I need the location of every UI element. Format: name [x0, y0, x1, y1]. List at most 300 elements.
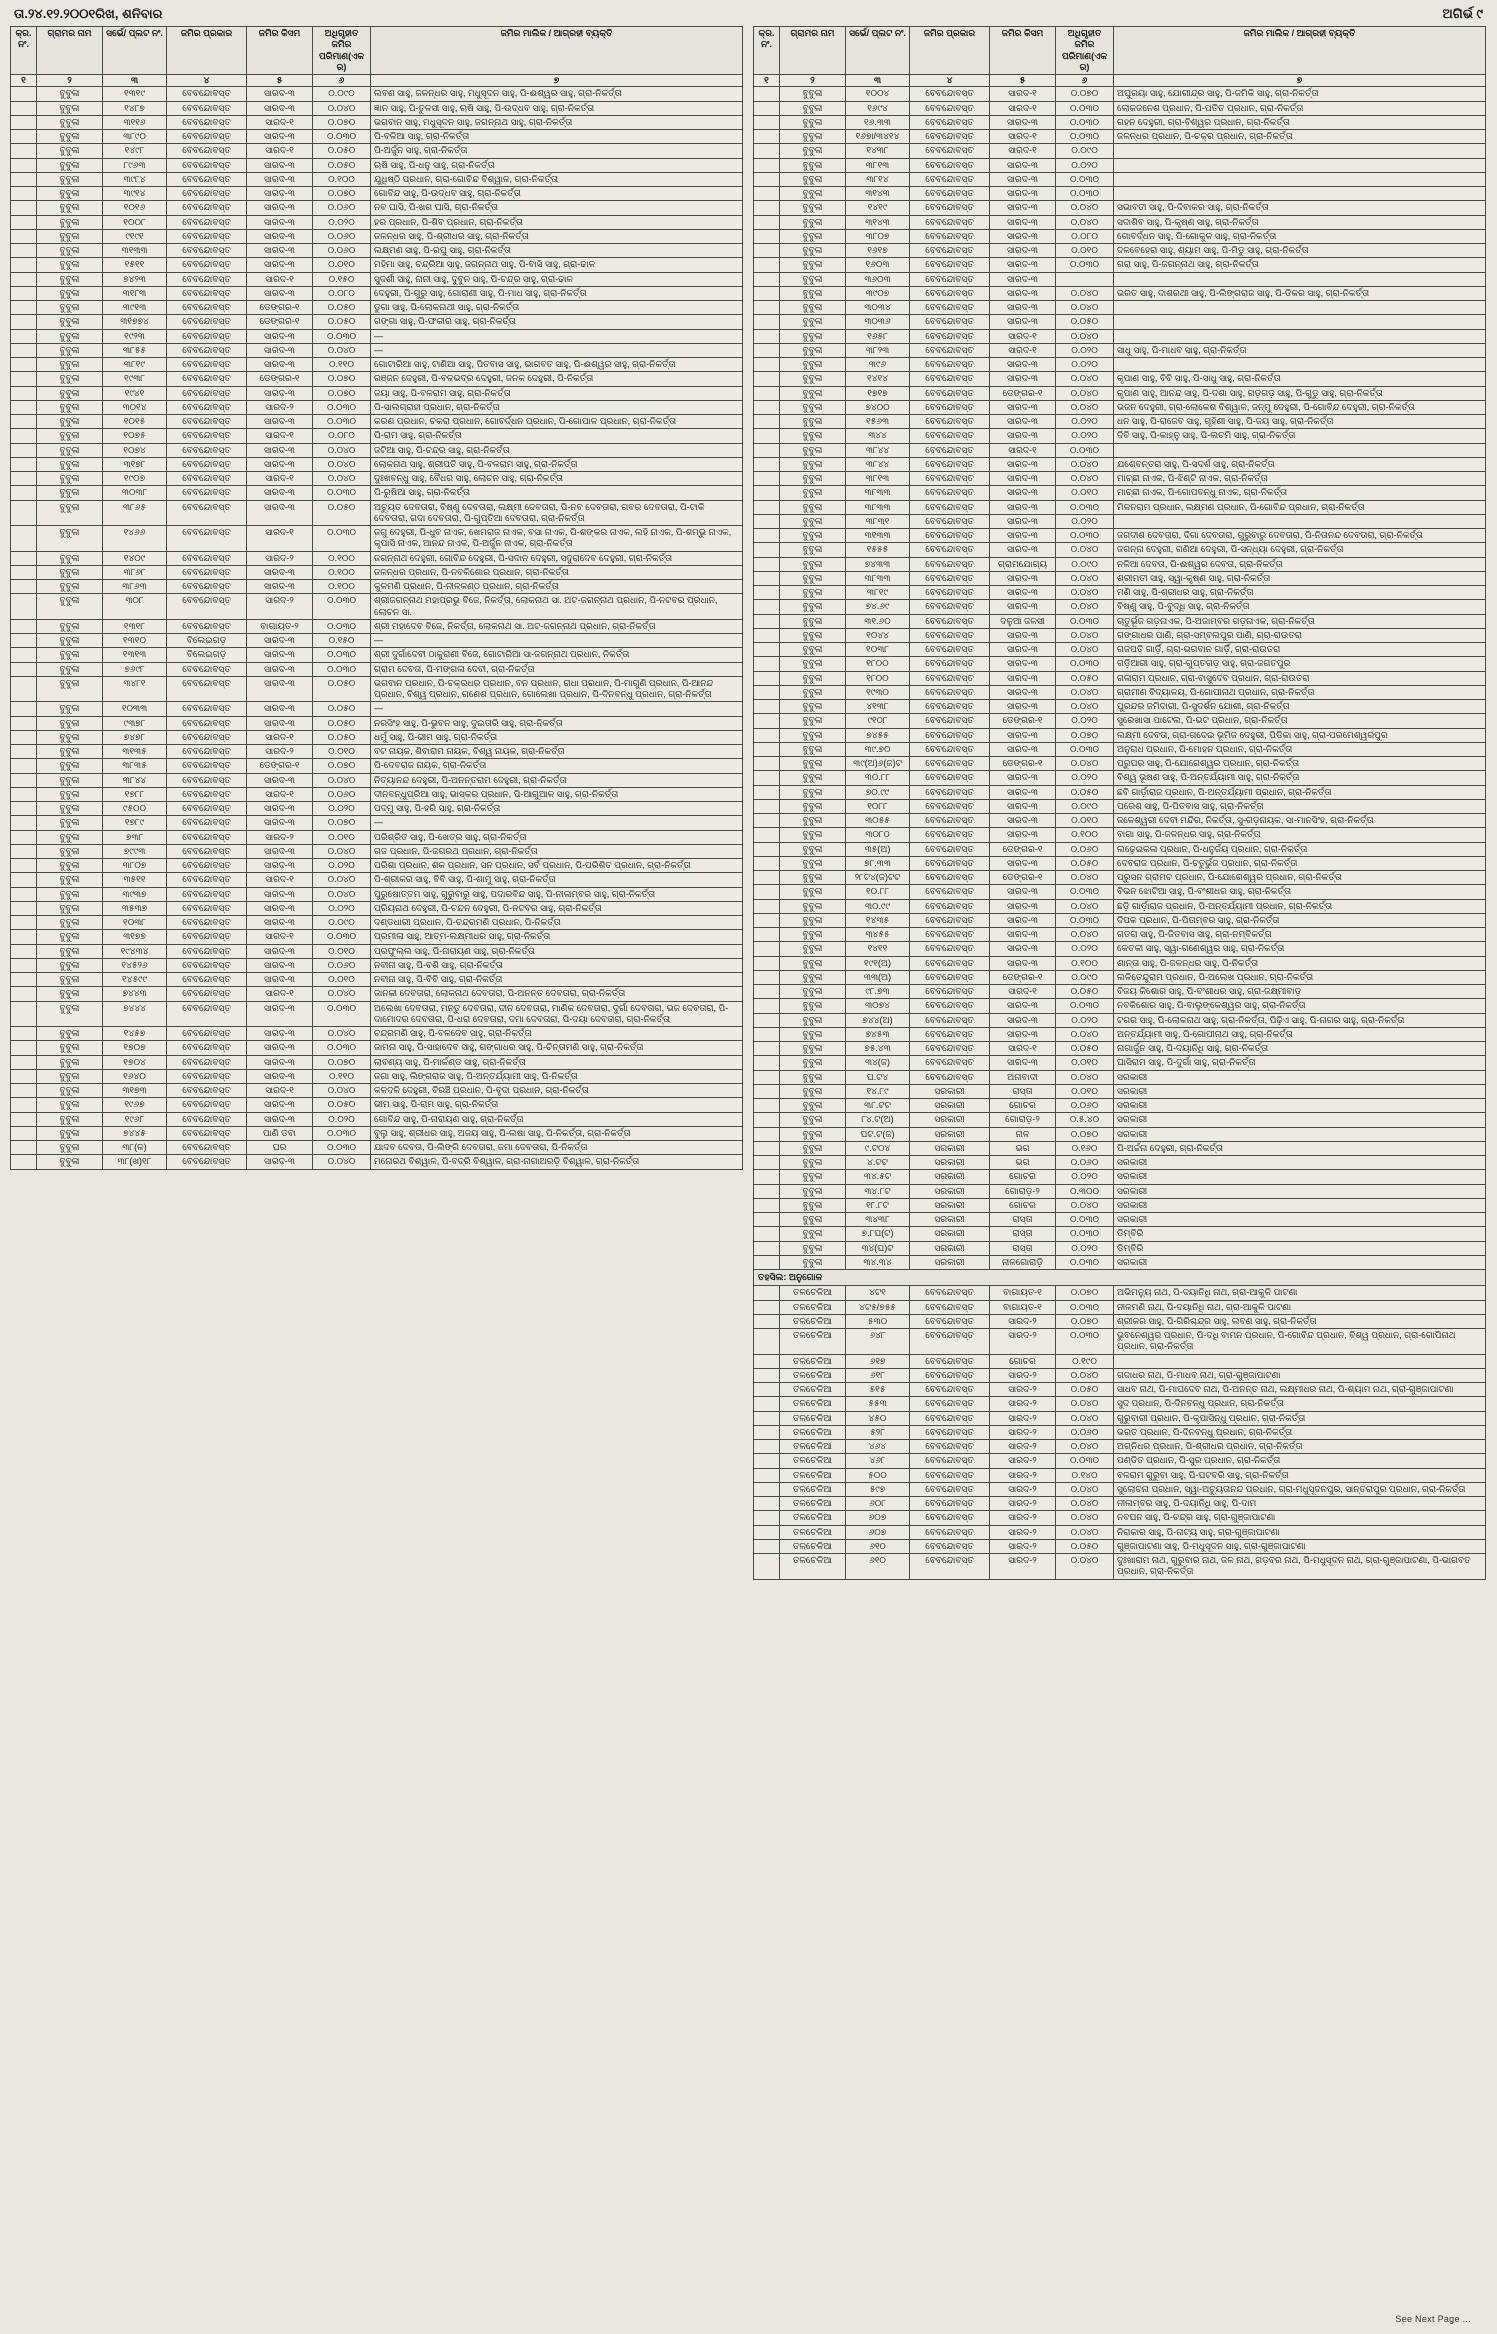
plot-cell: ୧୬୪୦: [103, 1069, 167, 1083]
land-type-cell: ବେବନ୍ଦୋବସ୍ତ: [910, 1329, 990, 1355]
serial-cell: [11, 400, 37, 414]
area-cell: ୦.୦୪୦: [313, 457, 371, 471]
col-num-5: ୫: [990, 75, 1056, 87]
land-type-cell: ବେବନ୍ଦୋବସ୍ତ: [910, 856, 990, 870]
serial-cell: [754, 928, 780, 942]
table-row: [754, 600, 1486, 614]
plot-cell: ୯୧ଠ୮: [846, 714, 910, 728]
village-cell: ବୁବୁଳା: [780, 400, 846, 414]
village-cell: ବୁବୁଳା: [780, 1056, 846, 1070]
village-cell: ବୁବୁଳା: [780, 1013, 846, 1027]
serial-cell: [754, 158, 780, 172]
land-type-cell: ସରକାରୀ: [910, 1156, 990, 1170]
serial-cell: [11, 1084, 37, 1098]
land-type-cell: ବେବନ୍ଦୋବସ୍ତ: [167, 229, 247, 243]
owner-cell: ମିଳନରାମ ପ୍ରଧାନ, ଲକ୍ଷ୍ମଣ ପ୍ରଧାନ, ପି-ଗୋବିନ୍ଦ ପ୍ରଧାନ, ଗ୍ରା-ନିକର୍ତ୍ତା: [1114, 500, 1486, 514]
serial-cell: [11, 1069, 37, 1083]
owner-cell: ଗଙ୍ଗାଧର ପାଣି, ଗ୍ରା-ସମ୍ବଲପୁର ପାଣି, ଗ୍ରା-ରାଉତରା: [1114, 628, 1486, 642]
table-row: [754, 286, 1486, 300]
area-cell: ୦.୦୪୦: [1056, 928, 1114, 942]
owner-cell: ଭଜନ ଦେହୁରୀ, ଗ୍ରା-ଲୋକେଶ ବିଶ୍ୱାଳ, ଜନ୍ମୁ ଦେହୁରୀ, ପି-ଗୋବିନ୍ଦ ଦେହୁରୀ, ଗ୍ରା-ନିକର୍ତ୍ତା: [1114, 400, 1486, 414]
plot-cell: ୪.ଟଟ: [846, 1156, 910, 1170]
kisam-cell: ଡେଙ୍ଗର-୧: [990, 757, 1056, 771]
village-cell: ତଳଚେଳିଆ: [780, 1511, 846, 1525]
village-cell: ବୁବୁଳା: [780, 229, 846, 243]
village-cell: ବୁବୁଳା: [37, 358, 103, 372]
serial-cell: [11, 676, 37, 702]
plot-cell: ୯୮.୭୩: [846, 985, 910, 999]
kisam-cell: ଡେଙ୍ଗର-୧: [247, 759, 313, 773]
village-cell: ବୁବୁଳା: [780, 358, 846, 372]
land-type-cell: ବେବନ୍ଦୋବସ୍ତ: [167, 101, 247, 115]
owner-cell: ନୀଳାମ୍ବର ସାହୁ, ପି-ଦୟାନିଧି ସାହୁ, ପି-ଦାମ: [1114, 1497, 1486, 1511]
owner-cell: ପ୍ରଫୁଲ୍ଲ ସାହୁ, ପି-ନାରାୟଣ ସାହୁ, ଗ୍ରା-ନିକର୍ତ୍ତା: [371, 944, 743, 958]
land-type-cell: ବେବନ୍ଦୋବସ୍ତ: [167, 486, 247, 500]
kisam-cell: ସାରଦ-୩: [990, 942, 1056, 956]
table-row: [754, 229, 1486, 243]
land-type-cell: ବେବନ୍ଦୋବସ୍ତ: [167, 916, 247, 930]
table-row: [11, 301, 743, 315]
table-row: [754, 144, 1486, 158]
plot-cell: ୩୬୦୩: [846, 272, 910, 286]
owner-cell: ପି-ଦେବରାଜ ନାୟକ, ଗ୍ରା-ନିକର୍ତ୍ତା: [371, 759, 743, 773]
kisam-cell: ସାରଦ-୩: [990, 229, 1056, 243]
plot-cell: ୪୬୪: [846, 1440, 910, 1454]
area-cell: ୦.୦୬୦: [313, 244, 371, 258]
kisam-cell: ବାଗାୟତ-୧: [990, 1286, 1056, 1300]
village-cell: ବୁବୁଳା: [37, 859, 103, 873]
kisam-cell: ସାରଦ-୩: [990, 187, 1056, 201]
tahasil-section-row: [754, 1270, 1486, 1286]
col-num-2: ୨: [37, 75, 103, 87]
tahasil-section-header: ତହସିଲ: ଅନୁଗୋଳ: [754, 1270, 1486, 1286]
land-type-cell: ବେବନ୍ଦୋବସ୍ତ: [167, 844, 247, 858]
serial-cell: [754, 557, 780, 571]
serial-cell: [754, 785, 780, 799]
serial-cell: [754, 956, 780, 970]
owner-cell: ପି-ବଳିଆ ସାହୁ, ଗ୍ରା-ନିକର୍ତ୍ତା: [371, 130, 743, 144]
land-type-cell: ବେବନ୍ଦୋବସ୍ତ: [910, 628, 990, 642]
kisam-cell: ଘର: [247, 1141, 313, 1155]
table-row: [754, 1300, 1486, 1314]
owner-cell: ବଳରାମ ଗୁରୁବା ସାହୁ, ପି-ଘଟବରି ସାହୁ, ଗ୍ରା-ନିକର୍ତ୍ତା: [1114, 1468, 1486, 1482]
kisam-cell: ସାରଦ-୩: [990, 913, 1056, 927]
land-type-cell: ବେବନ୍ଦୋବସ୍ତ: [167, 272, 247, 286]
area-cell: ୦.୦୫୦: [1056, 1539, 1114, 1553]
plot-cell: ୭୬୯୮: [103, 662, 167, 676]
kisam-cell: ସାରଦ-୩: [247, 859, 313, 873]
area-cell: ୦.୦୩୦: [1056, 529, 1114, 543]
owner-cell: ଜଗନ୍ନା ଦେହୁରୀ, ଗଣିଆ ଦେହୁରୀ, ପି-ସନ୍ଧ୍ୟା ଦେହୁରୀ, ଗ୍ରା-ନିକର୍ତ୍ତା: [1114, 543, 1486, 557]
owner-cell: [1114, 187, 1486, 201]
col-num-2: ୨: [780, 75, 846, 87]
owner-cell: ଗଜପତି ଗାର୍ଡ଼ି, ଗ୍ରା-ଭଗବାନ ଗାର୍ଡ଼ି, ଗ୍ରା-ରାଉତରା: [1114, 643, 1486, 657]
kisam-cell: ସାରଦ-୩: [990, 586, 1056, 600]
serial-cell: [754, 1539, 780, 1553]
area-cell: ୦.୦୪୦: [1056, 628, 1114, 642]
plot-cell: ୧୪୩୫: [846, 913, 910, 927]
area-cell: ୦.୦୧୦: [313, 973, 371, 987]
serial-cell: [11, 229, 37, 243]
owner-cell: ଗୁଞ୍ଜାପାଟଣା ସାହୁ, ପି-ମଧୁସୂଦନ ସାହୁ, ଗ୍ରା-ଗୁଞ୍ଜାପାଟଣା: [1114, 1539, 1486, 1553]
land-type-cell: ବେବନ୍ଦୋବସ୍ତ: [910, 999, 990, 1013]
serial-cell: [754, 671, 780, 685]
table-row: [11, 802, 743, 816]
area-cell: ୦.୦୨୦: [1056, 514, 1114, 528]
village-cell: ବୁବୁଳା: [37, 443, 103, 457]
kisam-cell: ସାରଦ-୩: [247, 901, 313, 915]
village-cell: ବୁବୁଳା: [780, 1198, 846, 1212]
kisam-cell: ସାରଦ-୨: [990, 1454, 1056, 1468]
land-records-table-left: [10, 26, 743, 1170]
owner-cell: ବିଷ୍ଣୁ ସାହୁ, ପି-ବୁଦ୍ଧି ସାହୁ, ଗ୍ରା-ନିକର୍ତ୍ତା: [1114, 600, 1486, 614]
serial-cell: [11, 930, 37, 944]
village-cell: ବୁବୁଳା: [780, 172, 846, 186]
area-cell: ୦.୦୩୦: [1056, 101, 1114, 115]
village-cell: ବୁବୁଳା: [780, 571, 846, 585]
village-cell: ବୁବୁଳା: [37, 887, 103, 901]
land-type-cell: ବେବନ୍ଦୋବସ୍ତ: [167, 987, 247, 1001]
land-type-cell: ବେବନ୍ଦୋବସ୍ତ: [910, 1397, 990, 1411]
table-row: [11, 759, 743, 773]
table-row: [754, 1127, 1486, 1141]
plot-cell: ୩୯୬: [846, 358, 910, 372]
area-cell: ୦.୦୪୦: [1056, 1070, 1114, 1084]
kisam-cell: ସାରଦ-୩: [990, 856, 1056, 870]
serial-cell: [754, 899, 780, 913]
owner-cell: ଜାନକୀ ଦେବତାରା, ଲୋକନାଥ ଦେବତାରା, ପି-ଅନନ୍ତ ଦେବତାରା, ଗ୍ରା-ନିକର୍ତ୍ତା: [371, 987, 743, 1001]
owner-cell: ସରକାରୀ: [1114, 1084, 1486, 1098]
kisam-cell: ସାରଦ-୩: [247, 187, 313, 201]
village-cell: ବୁବୁଳା: [780, 1141, 846, 1155]
area-cell: ୦.୦୨୦: [1056, 714, 1114, 728]
land-type-cell: ବେବନ୍ଦୋବସ୍ତ: [167, 1084, 247, 1098]
header-land-type: ଜମିର ପ୍ରକାର: [167, 27, 247, 75]
plot-cell: ୩୮୩୩: [846, 500, 910, 514]
kisam-cell: ସାରଦ-୨: [990, 1468, 1056, 1482]
header-plot-no: ସର୍ଭେ/ ପ୍ଲଟ ନଂ.: [103, 27, 167, 75]
kisam-cell: ସାରଦ-୩: [990, 115, 1056, 129]
serial-cell: [754, 1198, 780, 1212]
table-row: [754, 1198, 1486, 1212]
kisam-cell: ସାରଦ-୩: [990, 543, 1056, 557]
area-cell: ୦.୧୯୦: [1056, 1354, 1114, 1368]
area-cell: ୦.୦୩୦: [313, 1001, 371, 1027]
land-type-cell: ସରକାରୀ: [910, 1141, 990, 1155]
land-type-cell: ସରକାରୀ: [910, 1198, 990, 1212]
kisam-cell: ସାରଦ-୩: [990, 956, 1056, 970]
land-type-cell: ବେବନ୍ଦୋବସ୍ତ: [910, 172, 990, 186]
village-cell: ବୁବୁଳା: [780, 1170, 846, 1184]
plot-cell: ୪୧୩୮: [846, 700, 910, 714]
plot-cell: ୭୪୫୫: [846, 728, 910, 742]
serial-cell: [754, 201, 780, 215]
village-cell: ବୁବୁଳା: [780, 457, 846, 471]
serial-cell: [754, 386, 780, 400]
plot-cell: ୧୪୬୬: [103, 526, 167, 552]
serial-cell: [754, 329, 780, 343]
owner-cell: ଜଗନ୍ନାଥ ଦେହୁରୀ, ଗୋବିନ୍ଦ ଦେହୁରୀ, ପି-ସଦାନ ଦେହୁରୀ, ସଦୁରାଦେବ ଦେହୁରୀ, ଗ୍ରା-ନିକର୍ତ୍ତା: [371, 551, 743, 565]
village-cell: ବୁବୁଳା: [780, 1027, 846, 1041]
area-cell: ୦.୦୪୦: [1056, 386, 1114, 400]
kisam-cell: ସାରଦ-୩: [990, 400, 1056, 414]
area-cell: ୦.୦୬୦: [313, 201, 371, 215]
land-type-cell: ବେବନ୍ଦୋବସ୍ତ: [910, 928, 990, 942]
kisam-cell: ସାରଦ-୧: [990, 144, 1056, 158]
plot-cell: ୩୮୫୫: [103, 343, 167, 357]
land-type-cell: ବେବନ୍ଦୋବସ୍ତ: [910, 301, 990, 315]
kisam-cell: ସାରଦ-୨: [247, 551, 313, 565]
land-type-cell: ବେବନ୍ଦୋବସ୍ତ: [167, 676, 247, 702]
serial-cell: [11, 859, 37, 873]
land-type-cell: ବେବନ୍ଦୋବସ୍ତ: [910, 1354, 990, 1368]
table-row: [11, 702, 743, 716]
plot-cell: ୬୧ଠ: [846, 1539, 910, 1553]
table-row: [754, 1397, 1486, 1411]
serial-cell: [11, 887, 37, 901]
table-row: [11, 272, 743, 286]
plot-cell: ୧୬୦୩: [846, 258, 910, 272]
land-type-cell: ବେବନ୍ଦୋବସ୍ତ: [910, 671, 990, 685]
serial-cell: [754, 1127, 780, 1141]
table-row: [754, 799, 1486, 813]
area-cell: ୦.୦୬୦: [1056, 1425, 1114, 1439]
land-type-cell: ବେବନ୍ଦୋବସ୍ତ: [910, 685, 990, 699]
owner-cell: ଯାଦବ ଦେବତା, ପି-ଲିଙ୍ଗି ଦେବତାରା, ଜମା ଦେବତାରା, ପି-ନିକର୍ତ୍ତା: [371, 1141, 743, 1155]
kisam-cell: ସାରଦ-୩: [990, 999, 1056, 1013]
kisam-cell: ସାରଦ-୨: [247, 745, 313, 759]
serial-cell: [11, 787, 37, 801]
land-type-cell: ବେବନ୍ଦୋବସ୍ତ: [910, 1286, 990, 1300]
serial-cell: [754, 272, 780, 286]
serial-cell: [11, 1098, 37, 1112]
kisam-cell: ସାରଦ-୩: [990, 272, 1056, 286]
table-row: [754, 1511, 1486, 1525]
owner-cell: ପଦ୍ମୁ ସାହୁ, ପି-ହରି ସାହୁ, ଗ୍ରା-ନିକର୍ତ୍ତା: [371, 802, 743, 816]
kisam-cell: ସାରଦ-୩: [990, 685, 1056, 699]
table-row: [754, 571, 1486, 585]
header-village-name: ଗ୍ରାମର ନାମ: [780, 27, 846, 75]
area-cell: ୦.୦୪୦: [313, 1155, 371, 1169]
serial-cell: [754, 1241, 780, 1255]
plot-cell: ୩୧୭୩: [103, 1084, 167, 1098]
plot-cell: ୫୦୦: [846, 1468, 910, 1482]
plot-cell: ୩୧୭୮: [103, 457, 167, 471]
land-type-cell: ବେବନ୍ଦୋବସ୍ତ: [167, 400, 247, 414]
village-cell: ବୁବୁଳା: [37, 551, 103, 565]
village-cell: ତଳଚେଳିଆ: [780, 1539, 846, 1553]
area-cell: ୦.୦୫୦: [313, 676, 371, 702]
plot-cell: ୧୦୧୫: [103, 415, 167, 429]
land-type-cell: ବେବନ୍ଦୋବସ୍ତ: [910, 244, 990, 258]
plot-cell: ୩୧.୬୦: [846, 614, 910, 628]
area-cell: ୦.୦୪୦: [1056, 400, 1114, 414]
kisam-cell: ସାରଦ-୩: [990, 529, 1056, 543]
serial-cell: [754, 115, 780, 129]
village-cell: ବୁବୁଳା: [37, 87, 103, 101]
area-cell: ୦.୦୧୦: [1056, 244, 1114, 258]
column-number-row: [754, 75, 1486, 87]
serial-cell: [11, 844, 37, 858]
area-cell: ୦.୦୪୦: [313, 443, 371, 457]
kisam-cell: ନାଳ: [990, 1127, 1056, 1141]
kisam-cell: ସାରଦ-୩: [990, 657, 1056, 671]
table-row: [754, 1482, 1486, 1496]
land-type-cell: ସରକାରୀ: [910, 1127, 990, 1141]
owner-cell: ଲୋକଜନେଶ ପ୍ରଧାନ, ପି-ପତିତ ପ୍ରଧାନ, ଗ୍ରା-ନିକର୍ତ୍ତା: [1114, 101, 1486, 115]
land-type-cell: ବେବନ୍ଦୋବସ୍ତ: [167, 1001, 247, 1027]
col-num-7: ୭: [371, 75, 743, 87]
owner-cell: ପୁରନ୍ଦର ଜମିଦାରୀ, ପି-ସୁଦର୍ଶନ ଯୋଶୀ, ଗ୍ରା-ନିକର୍ତ୍ତା: [1114, 700, 1486, 714]
table-row: [11, 887, 743, 901]
plot-cell: ୭୪୦୦: [846, 400, 910, 414]
kisam-cell: ଡେଙ୍ଗର-୧: [990, 386, 1056, 400]
village-cell: ବୁବୁଳା: [780, 415, 846, 429]
plot-cell: ୧୦୦୪: [846, 87, 910, 101]
village-cell: ବୁବୁଳା: [37, 1027, 103, 1041]
village-cell: ବୁବୁଳା: [780, 486, 846, 500]
village-cell: ତଳଚେଳିଆ: [780, 1525, 846, 1539]
area-cell: ୦.୦୬୦: [1056, 842, 1114, 856]
plot-cell: ୧୯୪୧: [103, 386, 167, 400]
area-cell: ୦.୦୪୦: [1056, 586, 1114, 600]
plot-cell: ୪ଟ୫/୭୫୫: [846, 1300, 910, 1314]
serial-cell: [11, 873, 37, 887]
table-row: [754, 671, 1486, 685]
table-row: [754, 999, 1486, 1013]
col-num-3: ୩: [103, 75, 167, 87]
village-cell: ବୁବୁଳା: [780, 742, 846, 756]
area-cell: ୦.୦୨୦: [1056, 158, 1114, 172]
area-cell: ୦.୦୪୦: [313, 987, 371, 1001]
plot-cell: ୭୪୭୮: [103, 730, 167, 744]
table-row: [11, 130, 743, 144]
owner-cell: ଗଦାଧର ନାଥ, ପି-ମାଧବ ନାଥ, ଗ୍ରା-ଗୁଞ୍ଜାପାଟଣା: [1114, 1368, 1486, 1382]
plot-cell: ୩୦୧୪: [103, 400, 167, 414]
village-cell: ତଳଚେଳିଆ: [780, 1354, 846, 1368]
table-row: [754, 856, 1486, 870]
kisam-cell: ସାରଦ-୧: [247, 787, 313, 801]
village-cell: ବୁବୁଳା: [780, 956, 846, 970]
plot-cell: ୩୮୧୩: [846, 472, 910, 486]
owner-cell: ଚାତୁର୍ଭୂଜ ଗଡ଼ନାଏକ, ପି-ଅଜାମ୍ବର ଗଡ଼ନାଏକ, ଗ୍ରା-ନିକର୍ତ୍ତା: [1114, 614, 1486, 628]
kisam-cell: ସାରଦ-୩: [247, 662, 313, 676]
kisam-cell: ସାରଦ-୩: [990, 258, 1056, 272]
owner-cell: ଦୁଃଖାରାମ ନାଥ, ଗୁରୁବାର ନାଥ, ଜଳ ନାଥ, ଗଡ଼ବର ନାଥ, ପି-ମଧୁସୂଦନ ନାଥ, ଗ୍ରା-ଗୁଞ୍ଜାପାଟଣା, ପି-ଭାଗବତ ପ୍ରଧାନ, ଗ୍ରା-ନିକର୍ତ୍ତା: [1114, 1554, 1486, 1580]
plot-cell: ୬୦୮: [846, 1497, 910, 1511]
owner-cell: ସରକାରୀ: [1114, 1213, 1486, 1227]
plot-cell: ୧୪୧୪: [846, 372, 910, 386]
serial-cell: [754, 443, 780, 457]
land-type-cell: ବେବନ୍ଦୋବସ୍ତ: [910, 1425, 990, 1439]
kisam-cell: ସାରଦ-୨: [990, 1329, 1056, 1355]
owner-cell: ଅଭିମନ୍ୟୁ ନାଥ, ପି-ଦୟାନିଧି ନାଥ, ଗ୍ରା-ଆକୁଳି ପାଟଣା: [1114, 1286, 1486, 1300]
table-row: [754, 1468, 1486, 1482]
kisam-cell: ସାରଦ-୩: [247, 634, 313, 648]
land-type-cell: ବେବନ୍ଦୋବସ୍ତ: [910, 985, 990, 999]
owner-cell: ଗତରା ସାହୁ, ପି-ଜିତବାସ ସାହୁ, ଗ୍ରା-ନମ୍ବିକର୍ତ୍ତା: [1114, 928, 1486, 942]
serial-cell: [11, 1155, 37, 1169]
serial-cell: [754, 101, 780, 115]
area-cell: ୦.୦୩୦: [1056, 742, 1114, 756]
kisam-cell: ସାରଦ-୧: [990, 130, 1056, 144]
owner-cell: ପୁରୁଷୋତ୍ତମ ସାହୁ, ଗୁରୁବାରୁ ସାହୁ, ପଦାରବିନ୍ଦ ସାହୁ, ପି-ନୀଳାମ୍ବର ସାହୁ, ଗ୍ରା-ନିକର୍ତ୍ତା: [371, 887, 743, 901]
village-cell: ବୁବୁଳା: [780, 87, 846, 101]
land-type-cell: ବେବନ୍ଦୋବସ୍ତ: [167, 1055, 247, 1069]
table-row: [11, 372, 743, 386]
kisam-cell: ଡେଙ୍ଗର-୧: [990, 970, 1056, 984]
owner-cell: [1114, 158, 1486, 172]
table-row: [754, 1213, 1486, 1227]
serial-cell: [754, 885, 780, 899]
plot-cell: ୩୫୩୭: [103, 901, 167, 915]
serial-cell: [11, 702, 37, 716]
kisam-cell: ନାଳଗୋରାଡ଼ି: [990, 1255, 1056, 1269]
table-row: [11, 1027, 743, 1041]
kisam-cell: ସାରଦ-୧: [247, 429, 313, 443]
table-row: [11, 172, 743, 186]
kisam-cell: ସାରଦ-୨: [990, 1411, 1056, 1425]
kisam-cell: ସାରଦ-୩: [247, 386, 313, 400]
kisam-cell: ପାଣି ଡବା: [247, 1126, 313, 1140]
table-row: [11, 648, 743, 662]
land-type-cell: ବେବନ୍ଦୋବସ୍ତ: [167, 887, 247, 901]
plot-cell: ୭୪୪୫: [103, 1126, 167, 1140]
table-row: [754, 158, 1486, 172]
serial-cell: [754, 457, 780, 471]
village-cell: ବୁବୁଳା: [780, 115, 846, 129]
village-cell: ବୁବୁଳା: [37, 1098, 103, 1112]
col-num-7: ୭: [1114, 75, 1486, 87]
village-cell: ବୁବୁଳା: [780, 1070, 846, 1084]
kisam-cell: ଡେଙ୍ଗର-୧: [247, 301, 313, 315]
kisam-cell: ସାରଦ-୨: [247, 400, 313, 414]
village-cell: ବୁବୁଳା: [37, 400, 103, 414]
land-type-cell: ବେବନ୍ଦୋବସ୍ତ: [910, 600, 990, 614]
header-village-name: ଗ୍ରାମର ନାମ: [37, 27, 103, 75]
serial-cell: [11, 662, 37, 676]
serial-cell: [754, 400, 780, 414]
plot-cell: ୧୦.୮୮: [846, 885, 910, 899]
table-row: [754, 1554, 1486, 1580]
area-cell: ୦.୦୫୦: [1056, 315, 1114, 329]
table-row: [754, 771, 1486, 785]
serial-cell: [754, 144, 780, 158]
owner-cell: ରଞ୍ଜନ ଦେହୁରୀ, ପି-ବଳଭଦ୍ର ଦେହୁରୀ, ଜନକ ଦେହୁରୀ, ପି-ନିକର୍ତ୍ତା: [371, 372, 743, 386]
owner-cell: ଜଗଦୀଶ ଦେବତାରା, ଦିଗା ଦେବତାରା, ଗୁରୁବାରୁ ଦେବତାରା, ପି-ନିତାନନ୍ଦ ଦେବତାରା, ଗ୍ରା-ନିକର୍ତ୍ତା: [1114, 529, 1486, 543]
village-cell: ବୁବୁଳା: [780, 1113, 846, 1127]
area-cell: ୦.୦୨୦: [313, 215, 371, 229]
table-row: [754, 742, 1486, 756]
village-cell: ବୁବୁଳା: [37, 580, 103, 594]
kisam-cell: ସାରଦ-୩: [990, 771, 1056, 785]
land-type-cell: ବେବନ୍ଦୋବସ୍ତ: [910, 1525, 990, 1539]
kisam-cell: ସାରଦ-୩: [990, 315, 1056, 329]
plot-cell: ୧୪.୮୯: [846, 1084, 910, 1098]
table-row: [754, 1042, 1486, 1056]
kisam-cell: ସାରଦ-୩: [990, 928, 1056, 942]
plot-cell: ୮୪.ଟ(ଅ): [846, 1113, 910, 1127]
village-cell: ବୁବୁଳା: [37, 500, 103, 526]
land-type-cell: ବେବନ୍ଦୋବସ୍ତ: [910, 115, 990, 129]
land-type-cell: ବେବନ୍ଦୋବସ୍ତ: [167, 1141, 247, 1155]
area-cell: ୦.୦୧୦: [1056, 1084, 1114, 1098]
land-type-cell: ବେବନ୍ଦୋବସ୍ତ: [167, 201, 247, 215]
plot-cell: ୯୫୦୦: [103, 802, 167, 816]
serial-cell: [11, 286, 37, 300]
area-cell: ୦.୦୩୦: [313, 130, 371, 144]
owner-cell: ପରେଶ ସାହୁ, ପି-ପିତବାସ ସାହୁ, ଗ୍ରା-ନିକର୍ତ୍ତା: [1114, 799, 1486, 813]
